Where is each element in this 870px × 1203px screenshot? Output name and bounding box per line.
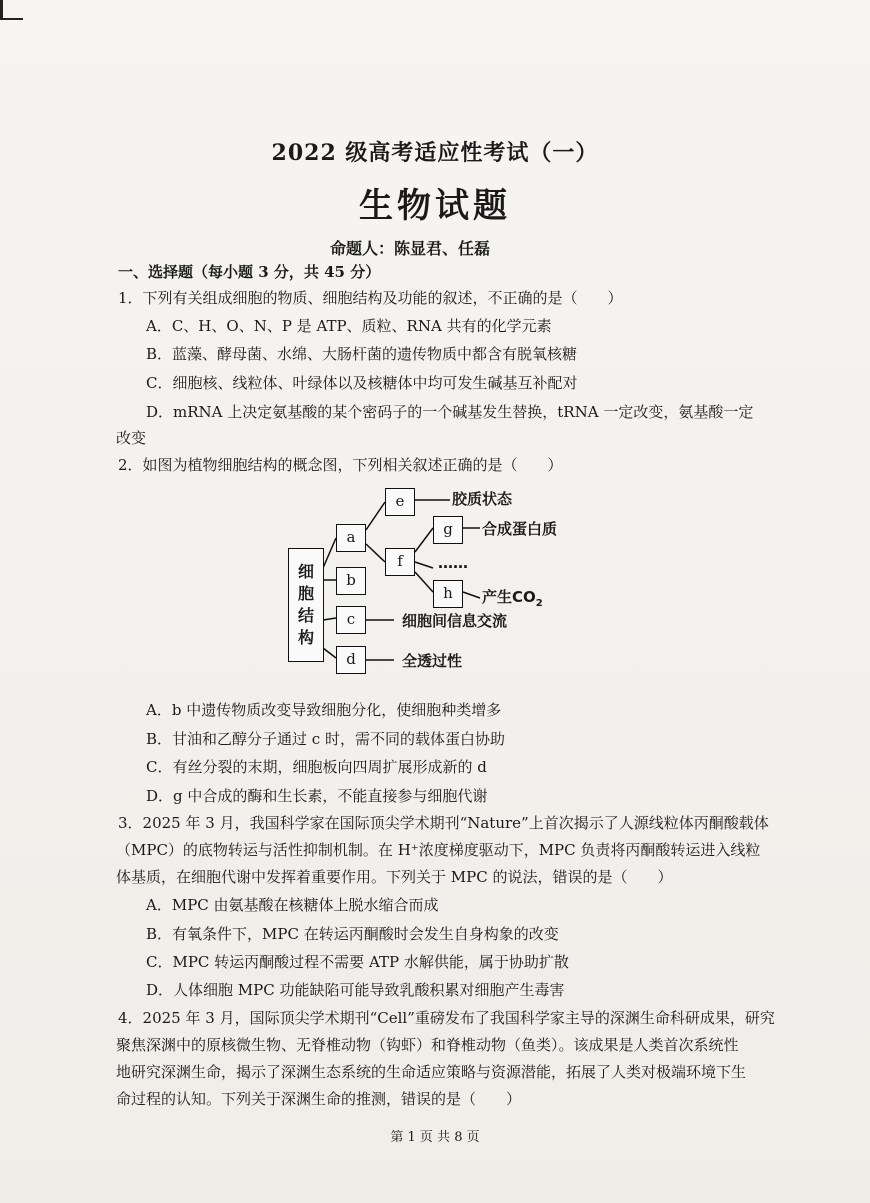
label-h	[482, 586, 543, 609]
root-char-2: 胞	[297, 584, 314, 603]
q2-option-c: C．有丝分裂的末期，细胞板向四周扩展形成新的 d	[146, 758, 487, 776]
root-char-1: 细	[297, 562, 314, 581]
q3-stem-line2: （MPC）的底物转运与活性抑制机制。在 H⁺浓度梯度驱动下，MPC 负责将丙酮酸转运进入线粒	[116, 841, 761, 859]
q1-option-d: D．mRNA 上决定氨基酸的某个密码子的一个碱基发生替换，tRNA 一定改变，氨基酸一定	[146, 403, 754, 421]
subject-title: 生物试题	[359, 186, 511, 226]
node-g: g	[433, 516, 463, 544]
page-footer: 第 1 页 共 8 页	[390, 1130, 480, 1145]
root-char-3: 结	[297, 606, 314, 625]
q2-stem: 2．如图为植物细胞结构的概念图，下列相关叙述正确的是（ ）	[118, 456, 563, 474]
q3-option-b: B．有氧条件下，MPC 在转运丙酮酸时会发生自身构象的改变	[146, 925, 559, 943]
q3-option-c: C．MPC 转运丙酮酸过程不需要 ATP 水解供能，属于协助扩散	[146, 953, 569, 971]
concept-diagram	[270, 480, 630, 690]
q4-stem-line2: 聚焦深渊中的原核微生物、无脊椎动物（钩虾）和脊椎动物（鱼类）。该成果是人类首次系统性	[116, 1036, 739, 1054]
root-char-4: 构	[297, 628, 314, 647]
corner-registration-mark	[0, 0, 23, 20]
q1-option-b: B．蓝藻、酵母菌、水绵、大肠杆菌的遗传物质中都含有脱氧核糖	[146, 345, 578, 363]
q3-option-a: A．MPC 由氨基酸在核糖体上脱水缩合而成	[146, 896, 439, 914]
node-f: f	[385, 548, 415, 576]
q4-stem-line3: 地研究深渊生命，揭示了深渊生态系统的生命适应策略与资源潜能，拓展了人类对极端环境下生	[116, 1063, 747, 1081]
node-b: b	[336, 567, 366, 595]
q3-stem-line1: 3．2025 年 3 月，我国科学家在国际顶尖学术期刊“Nature”上首次揭示了人源线粒体丙酮酸载体	[118, 814, 769, 832]
q2-option-b: B．甘油和乙醇分子通过 c 时，需不同的载体蛋白协助	[146, 730, 505, 748]
q4-stem-line4: 命过程的认知。下列关于深渊生命的推测，错误的是（ ）	[116, 1090, 522, 1108]
node-c: c	[336, 606, 366, 634]
q4-stem-line1: 4．2025 年 3 月，国际顶尖学术期刊“Cell”重磅发布了我国科学家主导的深渊生命科研成果，研究	[118, 1009, 775, 1027]
q1-option-a: A．C、H、O、N、P 是 ATP、质粒、RNA 共有的化学元素	[146, 317, 552, 335]
q2-option-a: A．b 中遗传物质改变导致细胞分化，使细胞种类增多	[146, 701, 502, 719]
node-e: e	[385, 488, 415, 516]
exam-title: 2022 级高考适应性考试（一）	[271, 140, 599, 166]
cell-structure-box	[288, 548, 324, 662]
label-h-subscript: 2	[535, 598, 543, 609]
node-h: h	[433, 580, 463, 608]
node-d: d	[336, 646, 366, 674]
q2-option-d: D．g 中合成的酶和生长素，不能直接参与细胞代谢	[146, 787, 488, 805]
label-e: 胶质状态	[452, 490, 513, 508]
q1-stem: 1．下列有关组成细胞的物质、细胞结构及功能的叙述，不正确的是（ ）	[118, 289, 623, 307]
section-heading: 一、选择题（每小题 3 分，共 45 分）	[118, 263, 381, 281]
q1-option-c: C．细胞核、线粒体、叶绿体以及核糖体中均可发生碱基互补配对	[146, 374, 578, 392]
q3-option-d: D．人体细胞 MPC 功能缺陷可能导致乳酸积累对细胞产生毒害	[146, 981, 565, 999]
q3-stem-line3: 体基质，在细胞代谢中发挥着重要作用。下列关于 MPC 的说法，错误的是（ ）	[116, 868, 673, 886]
node-a: a	[336, 524, 366, 552]
authors: 命题人：陈显君、任磊	[330, 239, 491, 258]
label-d: 全透过性	[402, 652, 463, 670]
label-c: 细胞间信息交流	[402, 612, 508, 630]
label-g: 合成蛋白质	[482, 520, 558, 538]
label-h-text: 产生CO	[482, 588, 536, 606]
label-dots: ……	[438, 554, 468, 572]
q1-option-d-cont: 改变	[116, 429, 147, 447]
